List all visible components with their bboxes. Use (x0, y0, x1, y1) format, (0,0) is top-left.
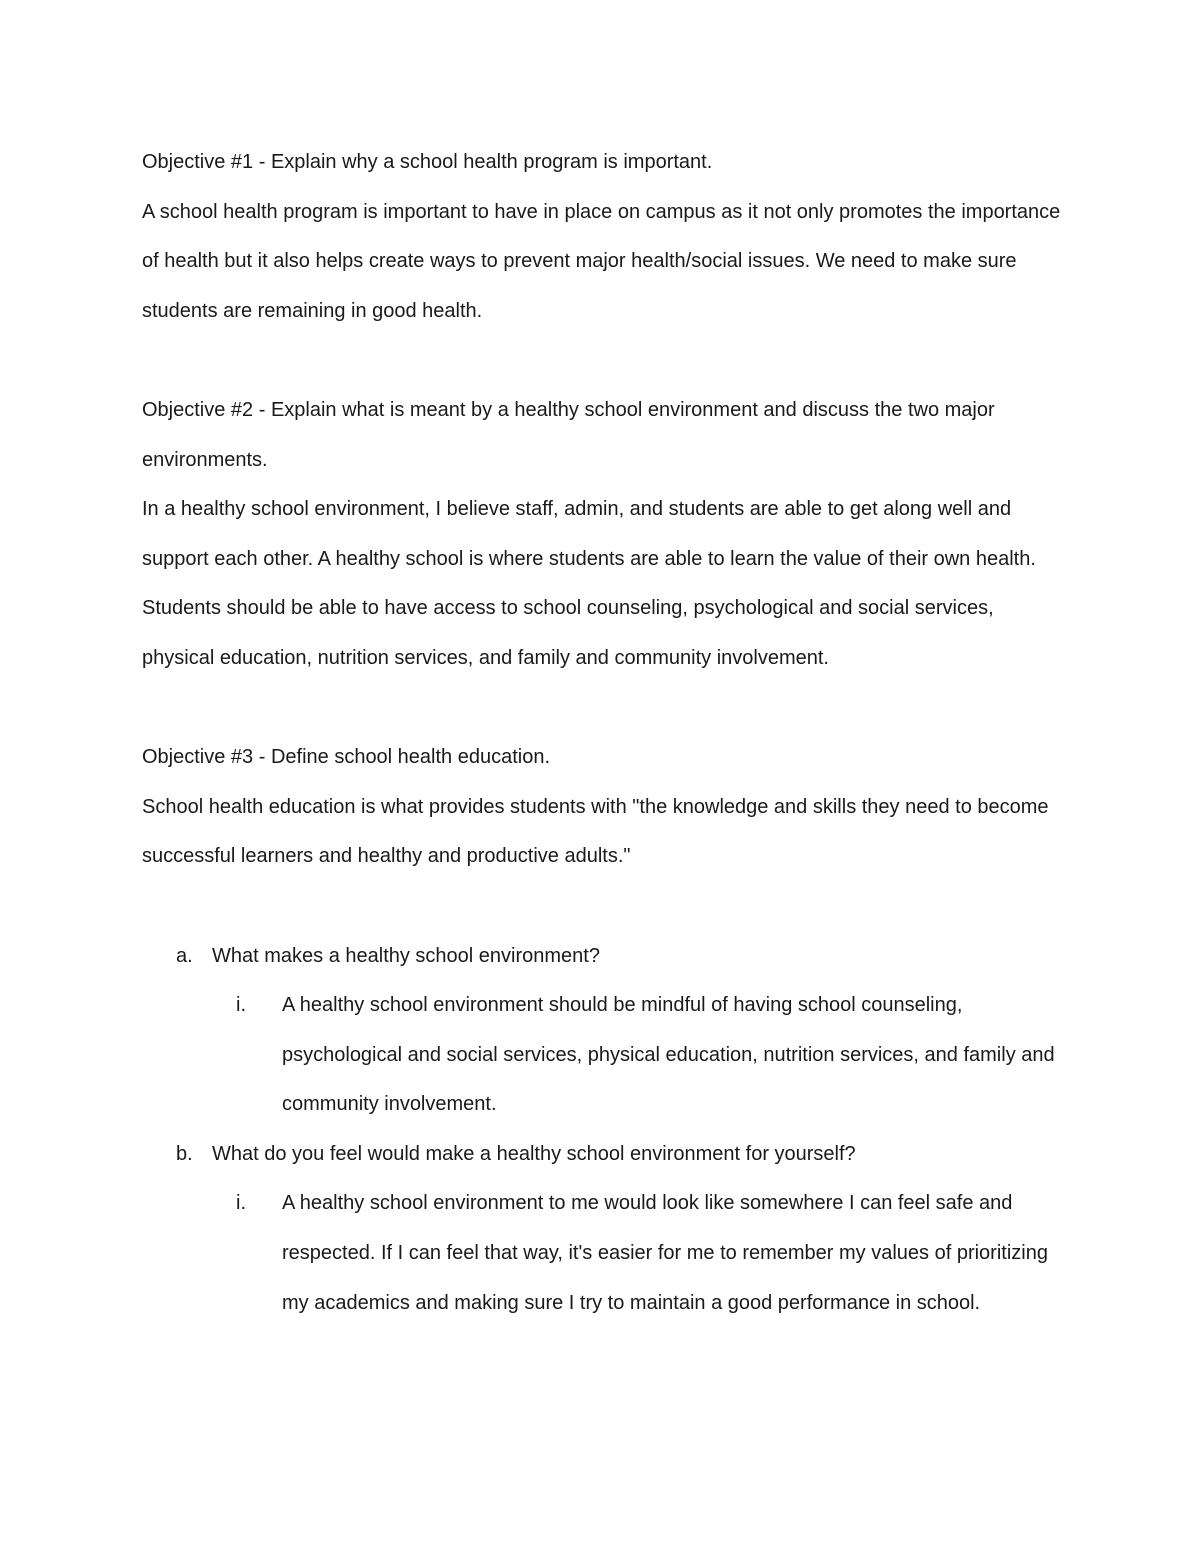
question-item-a (142, 932, 1062, 1130)
list-marker: a. (176, 944, 193, 967)
question-item-b (142, 1130, 1062, 1328)
objective-2-heading: Objective #2 - Explain what is meant by a healthy school environment and discuss the two major environments. (142, 398, 995, 471)
spacer (142, 336, 1062, 386)
question-text: What do you feel would make a healthy school environment for yourself? (212, 1142, 856, 1165)
spacer (142, 684, 1062, 734)
objective-3-heading: Objective #3 - Define school health education. (142, 746, 551, 769)
list-marker: i. (236, 994, 246, 1017)
spacer (142, 882, 1062, 932)
list-marker: i. (236, 1192, 246, 1215)
answer-text: A healthy school environment should be mindful of having school counseling, psychological and social services, physical education, nutrition services, and family and community involvement. (282, 994, 1055, 1116)
answer-item (142, 1179, 1062, 1328)
objective-1-heading: Objective #1 - Explain why a school health program is important. (142, 151, 713, 173)
document-body (142, 138, 1062, 1328)
answer-item (142, 981, 1062, 1130)
question-list (142, 932, 1062, 1329)
objective-3-answer: School health education is what provides students with "the knowledge and skills they need to become successful learners and healthy and productive adults." (142, 795, 1049, 868)
list-marker: b. (176, 1142, 193, 1165)
objective-2-answer: In a healthy school environment, I believe staff, admin, and students are able to get along well and support each other. A healthy school is where students are able to learn the value of their own health. Students should be able to have access to school counseling, psychological and social services, physical education, nutrition services, and family and community involvement. (142, 498, 1036, 669)
answer-text: A healthy school environment to me would look like somewhere I can feel safe and respected. If I can feel that way, it's easier for me to remember my values of prioritizing my academics and making sure I try to maintain a good performance in school. (282, 1192, 1048, 1314)
objective-1-answer: A school health program is important to have in place on campus as it not only promotes the importance of health but it also helps create ways to prevent major health/social issues. We need to make sure students are remaining in good health. (142, 200, 1061, 322)
question-text: What makes a healthy school environment? (212, 944, 600, 967)
